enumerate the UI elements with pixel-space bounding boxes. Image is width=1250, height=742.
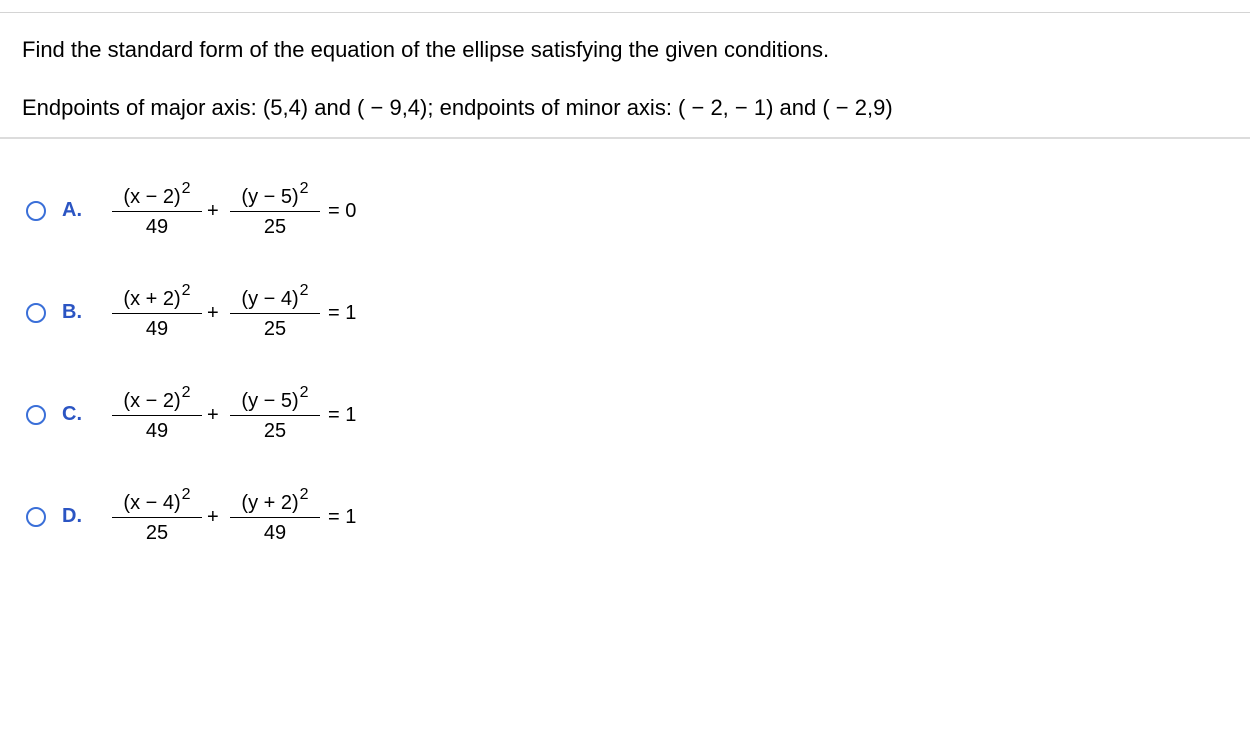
option-b-plus: + — [207, 302, 219, 324]
option-b-term1-exponent: 2 — [181, 282, 191, 299]
option-d-plus: + — [207, 506, 219, 528]
option-d-term1-exponent: 2 — [181, 486, 191, 503]
option-c-rhs: = 1 — [328, 404, 357, 426]
option-a-term1-denominator: 49 — [145, 216, 169, 238]
option-c-term2-exponent: 2 — [299, 384, 309, 401]
option-a[interactable] — [26, 182, 626, 242]
option-c-radio[interactable] — [26, 405, 46, 425]
option-c-plus: + — [207, 404, 219, 426]
fraction-bar — [230, 517, 320, 518]
option-b-term2-exponent: 2 — [299, 282, 309, 299]
fraction-bar — [230, 313, 320, 314]
option-a-rhs: = 0 — [328, 200, 357, 222]
option-d-rhs: = 1 — [328, 506, 357, 528]
question-conditions: Endpoints of major axis: (5,4) and ( − 9,4); endpoints of minor axis: ( − 2, − 1) and ( − 2,9) — [22, 95, 893, 120]
option-c-term1-numerator: (x − 2) — [123, 390, 181, 412]
fraction-bar — [230, 415, 320, 416]
option-b[interactable] — [26, 284, 626, 344]
option-d-term1-denominator: 25 — [145, 522, 169, 544]
option-c[interactable] — [26, 386, 626, 446]
option-c-term1-exponent: 2 — [181, 384, 191, 401]
fraction-bar — [112, 211, 202, 212]
fraction-bar — [230, 211, 320, 212]
option-b-term2-numerator: (y − 4) — [241, 288, 299, 310]
option-a-term2-exponent: 2 — [299, 180, 309, 197]
option-a-letter[interactable]: A. — [62, 199, 82, 221]
fraction-bar — [112, 415, 202, 416]
option-d[interactable] — [26, 488, 626, 548]
question-prompt: Find the standard form of the equation of the ellipse satisfying the given conditions. — [22, 37, 830, 62]
option-b-term2-denominator: 25 — [263, 318, 287, 340]
option-c-term2-numerator: (y − 5) — [241, 390, 299, 412]
option-a-plus: + — [207, 200, 219, 222]
option-d-radio[interactable] — [26, 507, 46, 527]
option-b-term1-numerator: (x + 2) — [123, 288, 181, 310]
option-b-rhs: = 1 — [328, 302, 357, 324]
option-c-term1-denominator: 49 — [145, 420, 169, 442]
option-d-term2-exponent: 2 — [299, 486, 309, 503]
option-c-letter[interactable]: C. — [62, 403, 82, 425]
option-c-term2-denominator: 25 — [263, 420, 287, 442]
option-b-radio[interactable] — [26, 303, 46, 323]
option-b-term1-denominator: 49 — [145, 318, 169, 340]
option-a-term2-denominator: 25 — [263, 216, 287, 238]
question-divider — [0, 137, 1250, 139]
fraction-bar — [112, 313, 202, 314]
option-a-radio[interactable] — [26, 201, 46, 221]
option-b-letter[interactable]: B. — [62, 301, 82, 323]
option-d-term1-numerator: (x − 4) — [123, 492, 181, 514]
option-d-letter[interactable]: D. — [62, 505, 82, 527]
option-a-term2-numerator: (y − 5) — [241, 186, 299, 208]
option-d-term2-numerator: (y + 2) — [241, 492, 299, 514]
top-divider — [0, 12, 1250, 13]
option-a-term1-numerator: (x − 2) — [123, 186, 181, 208]
option-d-term2-denominator: 49 — [263, 522, 287, 544]
fraction-bar — [112, 517, 202, 518]
option-a-term1-exponent: 2 — [181, 180, 191, 197]
